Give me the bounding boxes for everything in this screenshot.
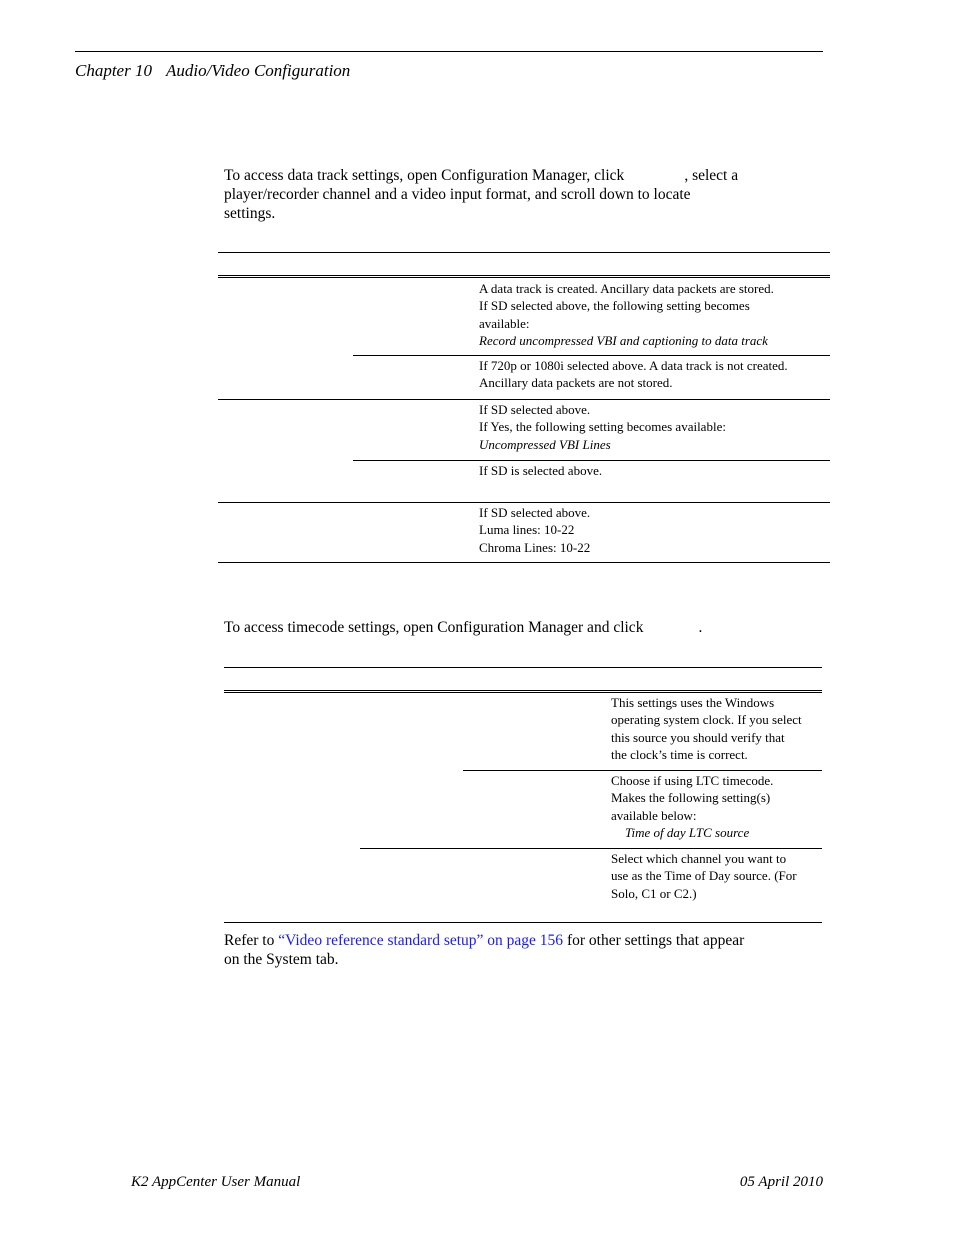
table-top-rule bbox=[218, 252, 830, 253]
timecode-intro-part1: To access timecode settings, open Configuration Manager and click bbox=[224, 619, 644, 636]
table-header-rule bbox=[224, 692, 822, 693]
data-track-intro-line2: player/recorder channel and a video input format, and scroll down to locate bbox=[224, 186, 691, 203]
header-rule bbox=[75, 51, 823, 52]
data-track-intro-part2: , select a bbox=[684, 167, 739, 184]
data-track-intro bbox=[224, 166, 824, 223]
table-cell: If SD is selected above. bbox=[479, 463, 603, 478]
table-cell: A data track is created. Ancillary data packets are stored. If SD selected above, the following setting becomes available: Record uncompressed VBI and captioning to data track bbox=[479, 281, 774, 348]
row-divider bbox=[360, 848, 822, 849]
table-cell: Select which channel you want to use as the Time of Day source. (For Solo, C1 or C2.) bbox=[611, 851, 797, 901]
table-header-rule bbox=[218, 277, 830, 278]
table-bottom-rule bbox=[224, 922, 822, 923]
chapter-heading bbox=[75, 61, 350, 81]
table-header-rule bbox=[224, 690, 822, 691]
row-divider bbox=[353, 355, 830, 356]
chapter-number: Chapter 10 bbox=[75, 61, 152, 80]
table-top-rule bbox=[224, 667, 822, 668]
footer-manual-title: K2 AppCenter User Manual bbox=[131, 1174, 301, 1190]
table-cell: If SD selected above. If Yes, the following setting becomes available: Uncompressed VBI Lines bbox=[479, 402, 726, 452]
row-divider bbox=[353, 460, 830, 461]
row-divider bbox=[218, 399, 830, 400]
table-cell: If SD selected above. Luma lines: 10-22 Chroma Lines: 10-22 bbox=[479, 505, 591, 555]
chapter-title: Audio/Video Configuration bbox=[165, 61, 351, 80]
footer-date: 05 April 2010 bbox=[739, 1174, 823, 1190]
timecode-intro bbox=[224, 618, 824, 637]
row-divider bbox=[218, 502, 830, 503]
table-bottom-rule bbox=[218, 562, 830, 563]
table-cell: This settings uses the Windows operating system clock. If you select this source you should verify that the clock’s time is correct. bbox=[611, 695, 802, 762]
timecode-intro-part2: . bbox=[698, 619, 703, 636]
data-track-intro-line3: settings. bbox=[224, 205, 276, 222]
table-cell: If 720p or 1080i selected above. A data track is not created. Ancillary data packets are not stored. bbox=[479, 358, 788, 391]
data-track-intro-part1: To access data track settings, open Configuration Manager, click bbox=[224, 167, 625, 184]
video-reference-link[interactable]: “Video reference standard setup” on page 156 bbox=[278, 932, 564, 949]
refer-paragraph: Refer to “Video reference standard setup” on page 156 for other settings that appear on the System tab. bbox=[224, 932, 745, 968]
row-divider bbox=[463, 770, 822, 771]
table-header-rule bbox=[218, 275, 830, 276]
table-cell: Choose if using LTC timecode. Makes the following setting(s) available below: Time of day LTC source bbox=[611, 773, 774, 840]
